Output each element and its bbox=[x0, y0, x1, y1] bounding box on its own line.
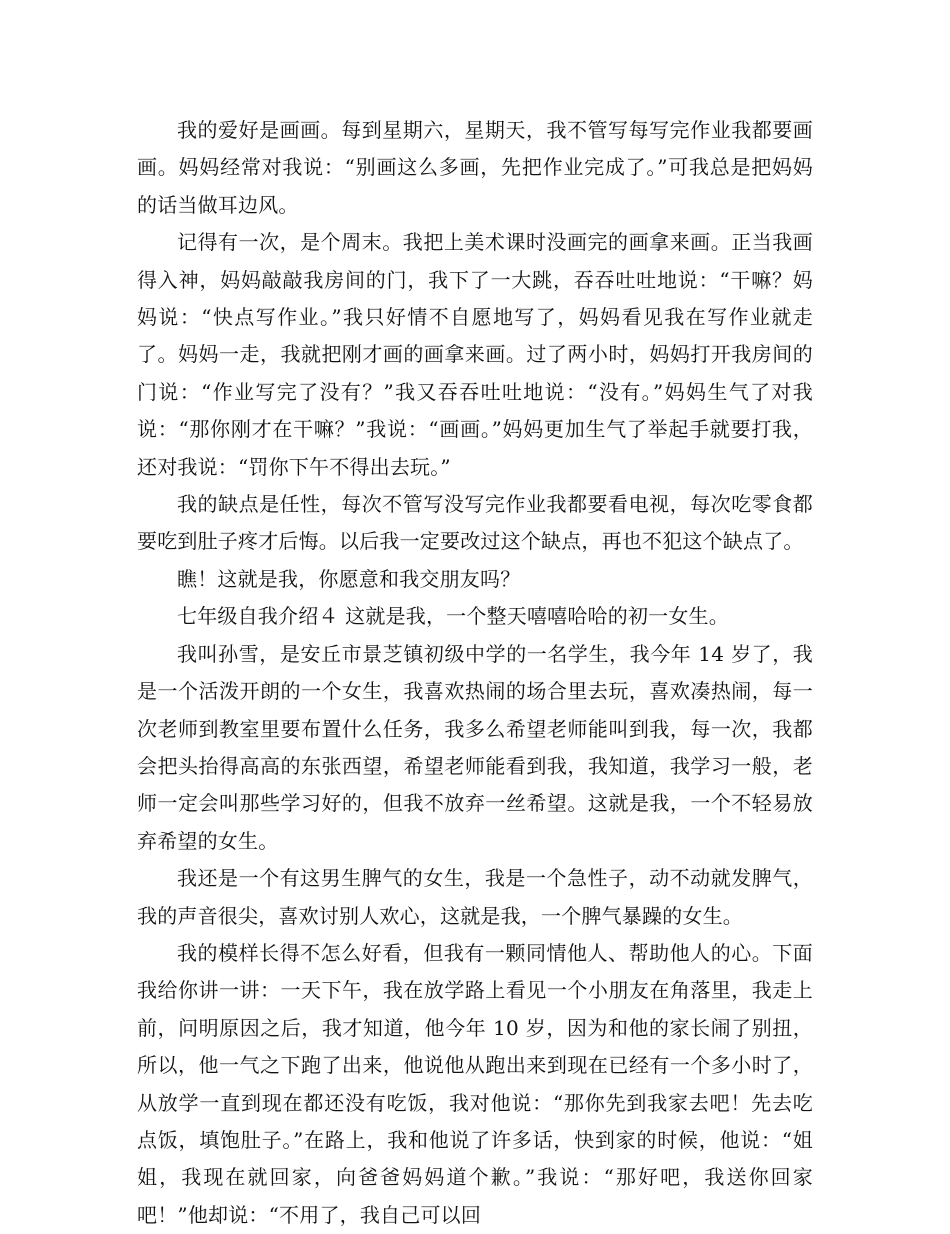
document-body bbox=[137, 112, 813, 1234]
paragraph-hobby: 我的爱好是画画。每到星期六，星期天，我不管写每写完作业我都要画画。妈妈经常对我说：“别画这么多画，先把作业完成了。”可我总是把妈妈的话当做耳边风。 bbox=[137, 118, 813, 217]
paragraph-temper: 我还是一个有这男生脾气的女生，我是一个急性子，动不动就发脾气，我的声音很尖，喜欢讨别人欢心，这就是我，一个脾气暴躁的女生。 bbox=[137, 866, 813, 928]
paragraph-section-heading: 七年级自我介绍４ 这就是我，一个整天嘻嘻哈哈的初一女生。 bbox=[177, 604, 729, 629]
paragraph-weekend-story: 记得有一次，是个周末。我把上美术课时没画完的画拿来画。正当我画得入神，妈妈敲敲我房间的门，我下了一大跳，吞吞吐吐地说：“干嘛？妈妈说：“快点写作业。”我只好情不自愿地写了，妈妈看见我在写作业就走了。妈妈一走，我就把刚才画的画拿来画。过了两小时，妈妈打开我房间的门说：“作业写完了没有？”我又吞吞吐吐地说：“没有。”妈妈生气了对我说：“那你刚才在干嘛？”我说：“画画。”妈妈更加生气了举起手就要打我，还对我说：“罚你下午不得出去玩。” bbox=[137, 230, 813, 479]
paragraph-helping-story: 我的模样长得不怎么好看，但我有一颗同情他人、帮助他人的心。下面我给你讲一讲：一天下午，我在放学路上看见一个小朋友在角落里，我走上前，问明原因之后，我才知道，他今年 10 岁，因为和他的家长闹了别扭，所以，他一气之下跑了出来，他说他从跑出来到现在已经有一个多小时了，从放学一直到现在都还没有吃饭，我对他说：“那你先到我家去吧！先去吃点饭，填饱肚子。”在路上，我和他说了许多话，快到家的时候，他说：“姐姐，我现在就回家，向爸爸妈妈道个歉。”我说：“那好吧，我送你回家吧！”他却说：“不用了，我自己可以回 bbox=[137, 940, 813, 1227]
paragraph-introduction: 我叫孙雪，是安丘市景芝镇初级中学的一名学生，我今年 14 岁了，我是一个活泼开朗的一个女生，我喜欢热闹的场合里去玩，喜欢凑热闹，每一次老师到教室里要布置什么任务，我多么希望老师能叫到我，每一次，我都会把头抬得高高的东张西望，希望老师能看到我，我知道，我学习一般，老师一定会叫那些学习好的，但我不放弃一丝希望。这就是我，一个不轻易放弃希望的女生。 bbox=[137, 641, 813, 853]
paragraph-shortcoming: 我的缺点是任性，每次不管写没写完作业我都要看电视，每次吃零食都要吃到肚子疼才后悔。以后我一定要改过这个缺点，再也不犯这个缺点了。 bbox=[137, 492, 813, 554]
paragraph-friend-question: 瞧！这就是我，你愿意和我交朋友吗？ bbox=[177, 566, 521, 591]
